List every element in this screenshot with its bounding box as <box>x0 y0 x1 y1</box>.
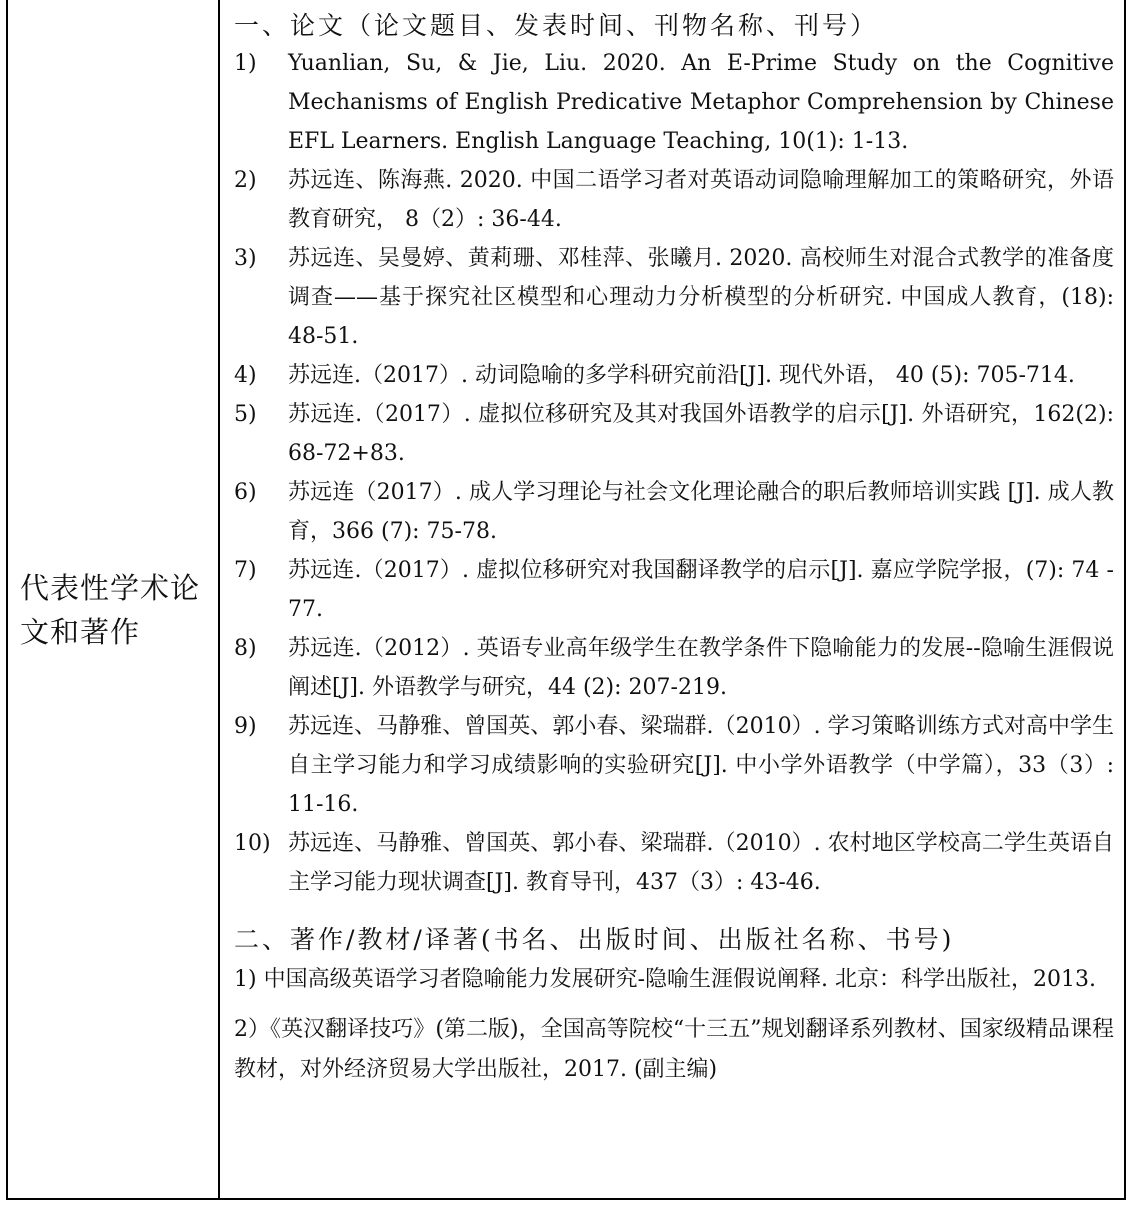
paper-number: 2) <box>234 168 257 193</box>
paper-text: 苏远连（2017）. 成人学习理论与社会文化理论融合的职后教师培训实践 [J]. 成人教育，366 (7): 75-78. <box>288 480 1114 544</box>
row-content <box>234 8 1114 1090</box>
books-heading: 二、著作/教材/译著(书名、出版时间、出版社名称、书号) <box>234 925 955 954</box>
paper-text: 苏远连.（2017）. 虚拟位移研究对我国翻译教学的启示[J]. 嘉应学院学报，(7): 74 - 77. <box>288 558 1114 622</box>
paper-number: 5) <box>234 402 257 427</box>
paper-text: 苏远连、马静雅、曾国英、郭小春、梁瑞群.（2010）. 学习策略训练方式对高中学生自主学习能力和学习成绩影响的实验研究[J]. 中小学外语教学（中学篇），33（3）: 11-16. <box>288 714 1114 817</box>
paper-number: 3) <box>234 246 257 271</box>
papers-heading: 一、论文（论文题目、发表时间、刊物名称、刊号） <box>234 11 879 40</box>
section-gap <box>234 902 1114 922</box>
paper-text: 苏远连.（2017）. 动词隐喻的多学科研究前沿[J]. 现代外语， 40 (5): 705-714. <box>288 363 1075 388</box>
book-item: 2）《英汉翻译技巧》(第二版)，全国高等院校“十三五”规划翻译系列教材、国家级精品课程教材，对外经济贸易大学出版社，2017. (副主编) <box>234 1017 1114 1082</box>
paper-text: 苏远连、陈海燕. 2020. 中国二语学习者对英语动词隐喻理解加工的策略研究，外语教育研究， 8（2）: 36-44. <box>288 168 1114 232</box>
paper-number: 9) <box>234 714 257 739</box>
row-label: 代表性学术论文和著作 <box>20 571 201 649</box>
column-divider <box>218 0 220 1200</box>
paper-item <box>234 473 1114 551</box>
paper-text: 苏远连.（2012）. 英语专业高年级学生在教学条件下隐喻能力的发展--隐喻生涯假说阐述[J]. 外语教学与研究，44 (2): 207-219. <box>288 636 1114 700</box>
paper-item <box>234 629 1114 707</box>
paper-item <box>234 161 1114 239</box>
paper-number: 4) <box>234 363 257 388</box>
paper-item <box>234 44 1114 161</box>
paper-item <box>234 239 1114 356</box>
paper-item <box>234 824 1114 902</box>
paper-number: 1) <box>234 51 257 76</box>
paper-item <box>234 551 1114 629</box>
paper-number: 7) <box>234 558 257 583</box>
paper-item <box>234 356 1114 395</box>
paper-text: Yuanlian, Su, & Jie, Liu. 2020. An E-Prime Study on the Cognitive Mechanisms of English Predicative Metaphor Comprehension by Chinese EFL Learners. English Language Teaching, 10(1): 1-13. <box>288 51 1114 154</box>
paper-text: 苏远连.（2017）. 虚拟位移研究及其对我国外语教学的启示[J]. 外语研究，162(2): 68-72+83. <box>288 402 1114 466</box>
paper-text: 苏远连、马静雅、曾国英、郭小春、梁瑞群.（2010）. 农村地区学校高二学生英语自主学习能力现状调查[J]. 教育导刊，437（3）: 43-46. <box>288 831 1114 895</box>
paper-text: 苏远连、吴曼婷、黄莉珊、邓桂萍、张曦月. 2020. 高校师生对混合式教学的准备度调查——基于探究社区模型和心理动力分析模型的分析研究. 中国成人教育，(18): 48-51. <box>288 246 1114 349</box>
paper-item <box>234 707 1114 824</box>
paper-number: 6) <box>234 480 257 505</box>
paper-number: 10) <box>234 831 271 856</box>
paper-number: 8) <box>234 636 257 661</box>
book-item: 1) 中国高级英语学习者隐喻能力发展研究-隐喻生涯假说阐释. 北京：科学出版社，2013. <box>234 967 1096 992</box>
paper-item <box>234 395 1114 473</box>
